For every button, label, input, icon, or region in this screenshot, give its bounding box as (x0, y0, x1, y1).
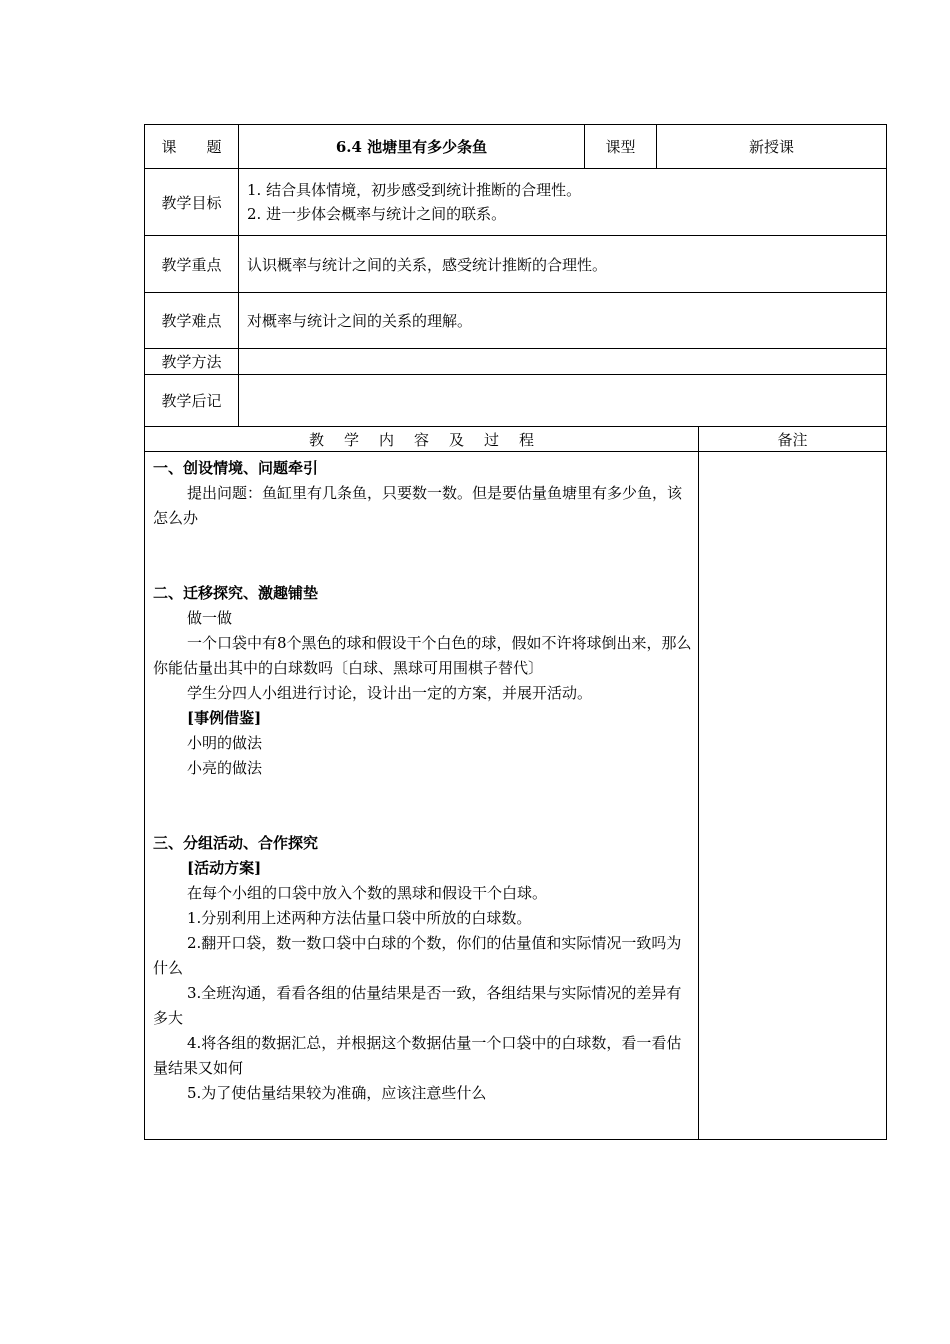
goal-item-1: 1. 结合具体情境，初步感受到统计推断的合理性。 (247, 181, 582, 199)
method-text (239, 349, 887, 375)
method-b: 小亮的做法 (187, 759, 263, 777)
lesson-type-label: 课型 (585, 125, 657, 169)
reflection-text (239, 375, 887, 427)
difficulty-label: 教学难点 (145, 293, 239, 349)
notes-header: 备注 (699, 427, 887, 452)
lesson-info-table (144, 124, 887, 427)
key-points-text: 认识概率与统计之间的关系，感受统计推断的合理性。 (239, 236, 887, 293)
lesson-type-value: 新授课 (657, 125, 887, 169)
section-1-text: 提出问题：鱼缸里有几条鱼，只要数一数。但是要估量鱼塘里有多少鱼，该怎么办 (153, 484, 683, 527)
topic-label: 课 题 (145, 125, 239, 169)
plan-step-1: 1.分别利用上述两种方法估量口袋中所放的白球数。 (187, 909, 532, 927)
plan-intro: 在每个小组的口袋中放入个数的黑球和假设干个白球。 (187, 884, 548, 902)
plan-step-2: 2.翻开口袋，数一数口袋中白球的个数，你们的估量值和实际情况一致吗为什么 (153, 934, 682, 977)
section-3-heading: 三、分组活动、合作探究 (153, 834, 319, 852)
plan-step-3: 3.全班沟通，看看各组的估量结果是否一致，各组结果与实际情况的差异有多大 (153, 984, 682, 1027)
difficulty-text: 对概率与统计之间的关系的理解。 (239, 293, 887, 349)
goal-item-2: 2. 进一步体会概率与统计之间的联系。 (247, 205, 507, 223)
method-label: 教学方法 (145, 349, 239, 375)
section-2-heading: 二、迁移探究、激趣铺垫 (153, 584, 319, 602)
reflection-label: 教学后记 (145, 375, 239, 427)
notes-column (699, 452, 887, 1140)
lesson-title: 6.4 池塘里有多少条鱼 (239, 125, 585, 169)
key-points-label: 教学重点 (145, 236, 239, 293)
process-content (145, 452, 699, 1140)
method-a: 小明的做法 (187, 734, 263, 752)
plan-step-4: 4.将各组的数据汇总，并根据这个数据估量一个口袋中的白球数，看一看估量结果又如何 (153, 1034, 682, 1077)
teaching-process-table (144, 426, 887, 1140)
section-2-text-1: 一个口袋中有8个黑色的球和假设干个白色的球，假如不许将球倒出来，那么你能估量出其中的白球数吗〔白球、黑球可用围棋子替代〕 (153, 634, 692, 677)
process-header: 教 学 内 容 及 过 程 (145, 427, 699, 452)
example-label: [事例借鉴] (187, 709, 262, 727)
goals-label: 教学目标 (145, 169, 239, 236)
plan-step-5: 5.为了使估量结果较为准确，应该注意些什么 (187, 1084, 487, 1102)
section-2-sub: 做一做 (187, 609, 233, 627)
plan-label: [活动方案] (187, 859, 262, 877)
goals-cell (239, 169, 887, 236)
section-2-text-2: 学生分四人小组进行讨论，设计出一定的方案，并展开活动。 (187, 684, 593, 702)
section-1-heading: 一、创设情境、问题牵引 (153, 459, 319, 477)
